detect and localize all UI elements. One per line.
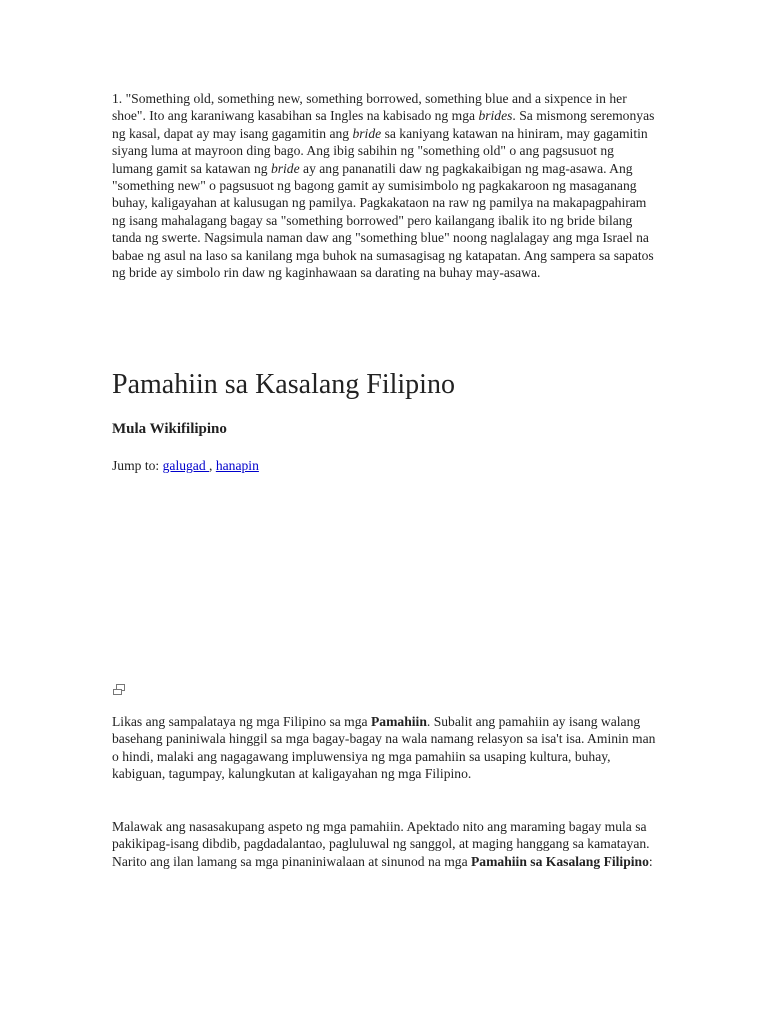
text-run: Malawak ang nasasakupang aspeto ng mga pamahiin. Apektado nito ang maraming bagay mula sa pakikipag-isang dibdib, pagdadalantao, pagluluwal ng sanggol, at maging hanggang sa kamatayan. Narito ang ilan lamang sa mga pinaniniwalaan at sinunod na mga bbox=[112, 819, 650, 869]
enlarge-image-icon[interactable] bbox=[112, 684, 126, 696]
bold-term: Pamahiin sa Kasalang Filipino bbox=[471, 853, 649, 869]
hanapin-link[interactable]: hanapin bbox=[215, 458, 259, 473]
scope-paragraph bbox=[112, 818, 657, 870]
page-title: Pamahiin sa Kasalang Filipino bbox=[112, 369, 455, 400]
text-run: 1. "Something old, something new, something borrowed, something blue and a sixpence in her shoe". Ito ang karaniwang kasabihan sa Ingles na kabisado ng mga bbox=[112, 91, 627, 124]
wedding-saying-paragraph bbox=[112, 90, 657, 281]
page-subtitle: Mula Wikifilipino bbox=[112, 421, 227, 437]
emphasis: bride bbox=[270, 160, 300, 176]
text-run: . Subalit ang pamahiin ay isang walang basehang paniniwala hinggil sa mga bagay-bagay na wala namang relasyon sa isa't isa. Aminin man o hindi, malaki ang nagagawang impluwensiya ng mga pamahiin sa usaping kultura, buhay, kabiguan, tagumpay, kalungkutan at kaligayahan ng mga Filipino. bbox=[112, 714, 656, 782]
emphasis: bride bbox=[352, 125, 382, 141]
emphasis: brides bbox=[478, 108, 513, 124]
galugad-link[interactable]: galugad bbox=[162, 458, 210, 473]
bold-term: Pamahiin bbox=[370, 714, 427, 729]
jump-to-nav bbox=[112, 458, 259, 474]
jump-label: Jump to: bbox=[112, 458, 163, 473]
text-run: : bbox=[648, 853, 653, 869]
text-run: ay ang pananatili daw ng pagkakaibigan ng mag-asawa. Ang "something new" o pagsusuot ng bagong gamit ay sumisimbolo ng pagkakaroon ng masaganang buhay, kaligayahan at kalusugan ng pamilya. Pagkakataon na raw ng pamilya na makapagpahiram ng isang mahalagang bagay sa "something borrowed" pero kailangang ibalik ito ng bride bilang tanda ng swerte. Nagsimula naman daw ang "something blue" noong naglalagay ang mga Israel na babae ng asul na laso sa kanilang mga buhok na sumasagisag ng katapatan. Ang sampera sa sapatos ng bride ay simbolo rin daw ng kaginhawaan sa darating na buhay may-asawa. bbox=[112, 160, 654, 281]
document-page bbox=[112, 90, 657, 869]
text-run: sa kaniyang katawan na hiniram, may gagamitin siyang luma at mayroon ding bago. Ang ibig sabihin ng "something old" o ang pagsusuot ng lumang gamit sa katawan ng bbox=[112, 125, 648, 176]
text-run: Likas ang sampalataya ng mga Filipino sa mga bbox=[112, 714, 371, 729]
intro-paragraph bbox=[112, 713, 657, 783]
text-run: . Sa mismong seremonyas ng kasal, dapat ay may isang gagamitin ang bbox=[112, 108, 655, 141]
jump-separator: , bbox=[209, 458, 216, 473]
